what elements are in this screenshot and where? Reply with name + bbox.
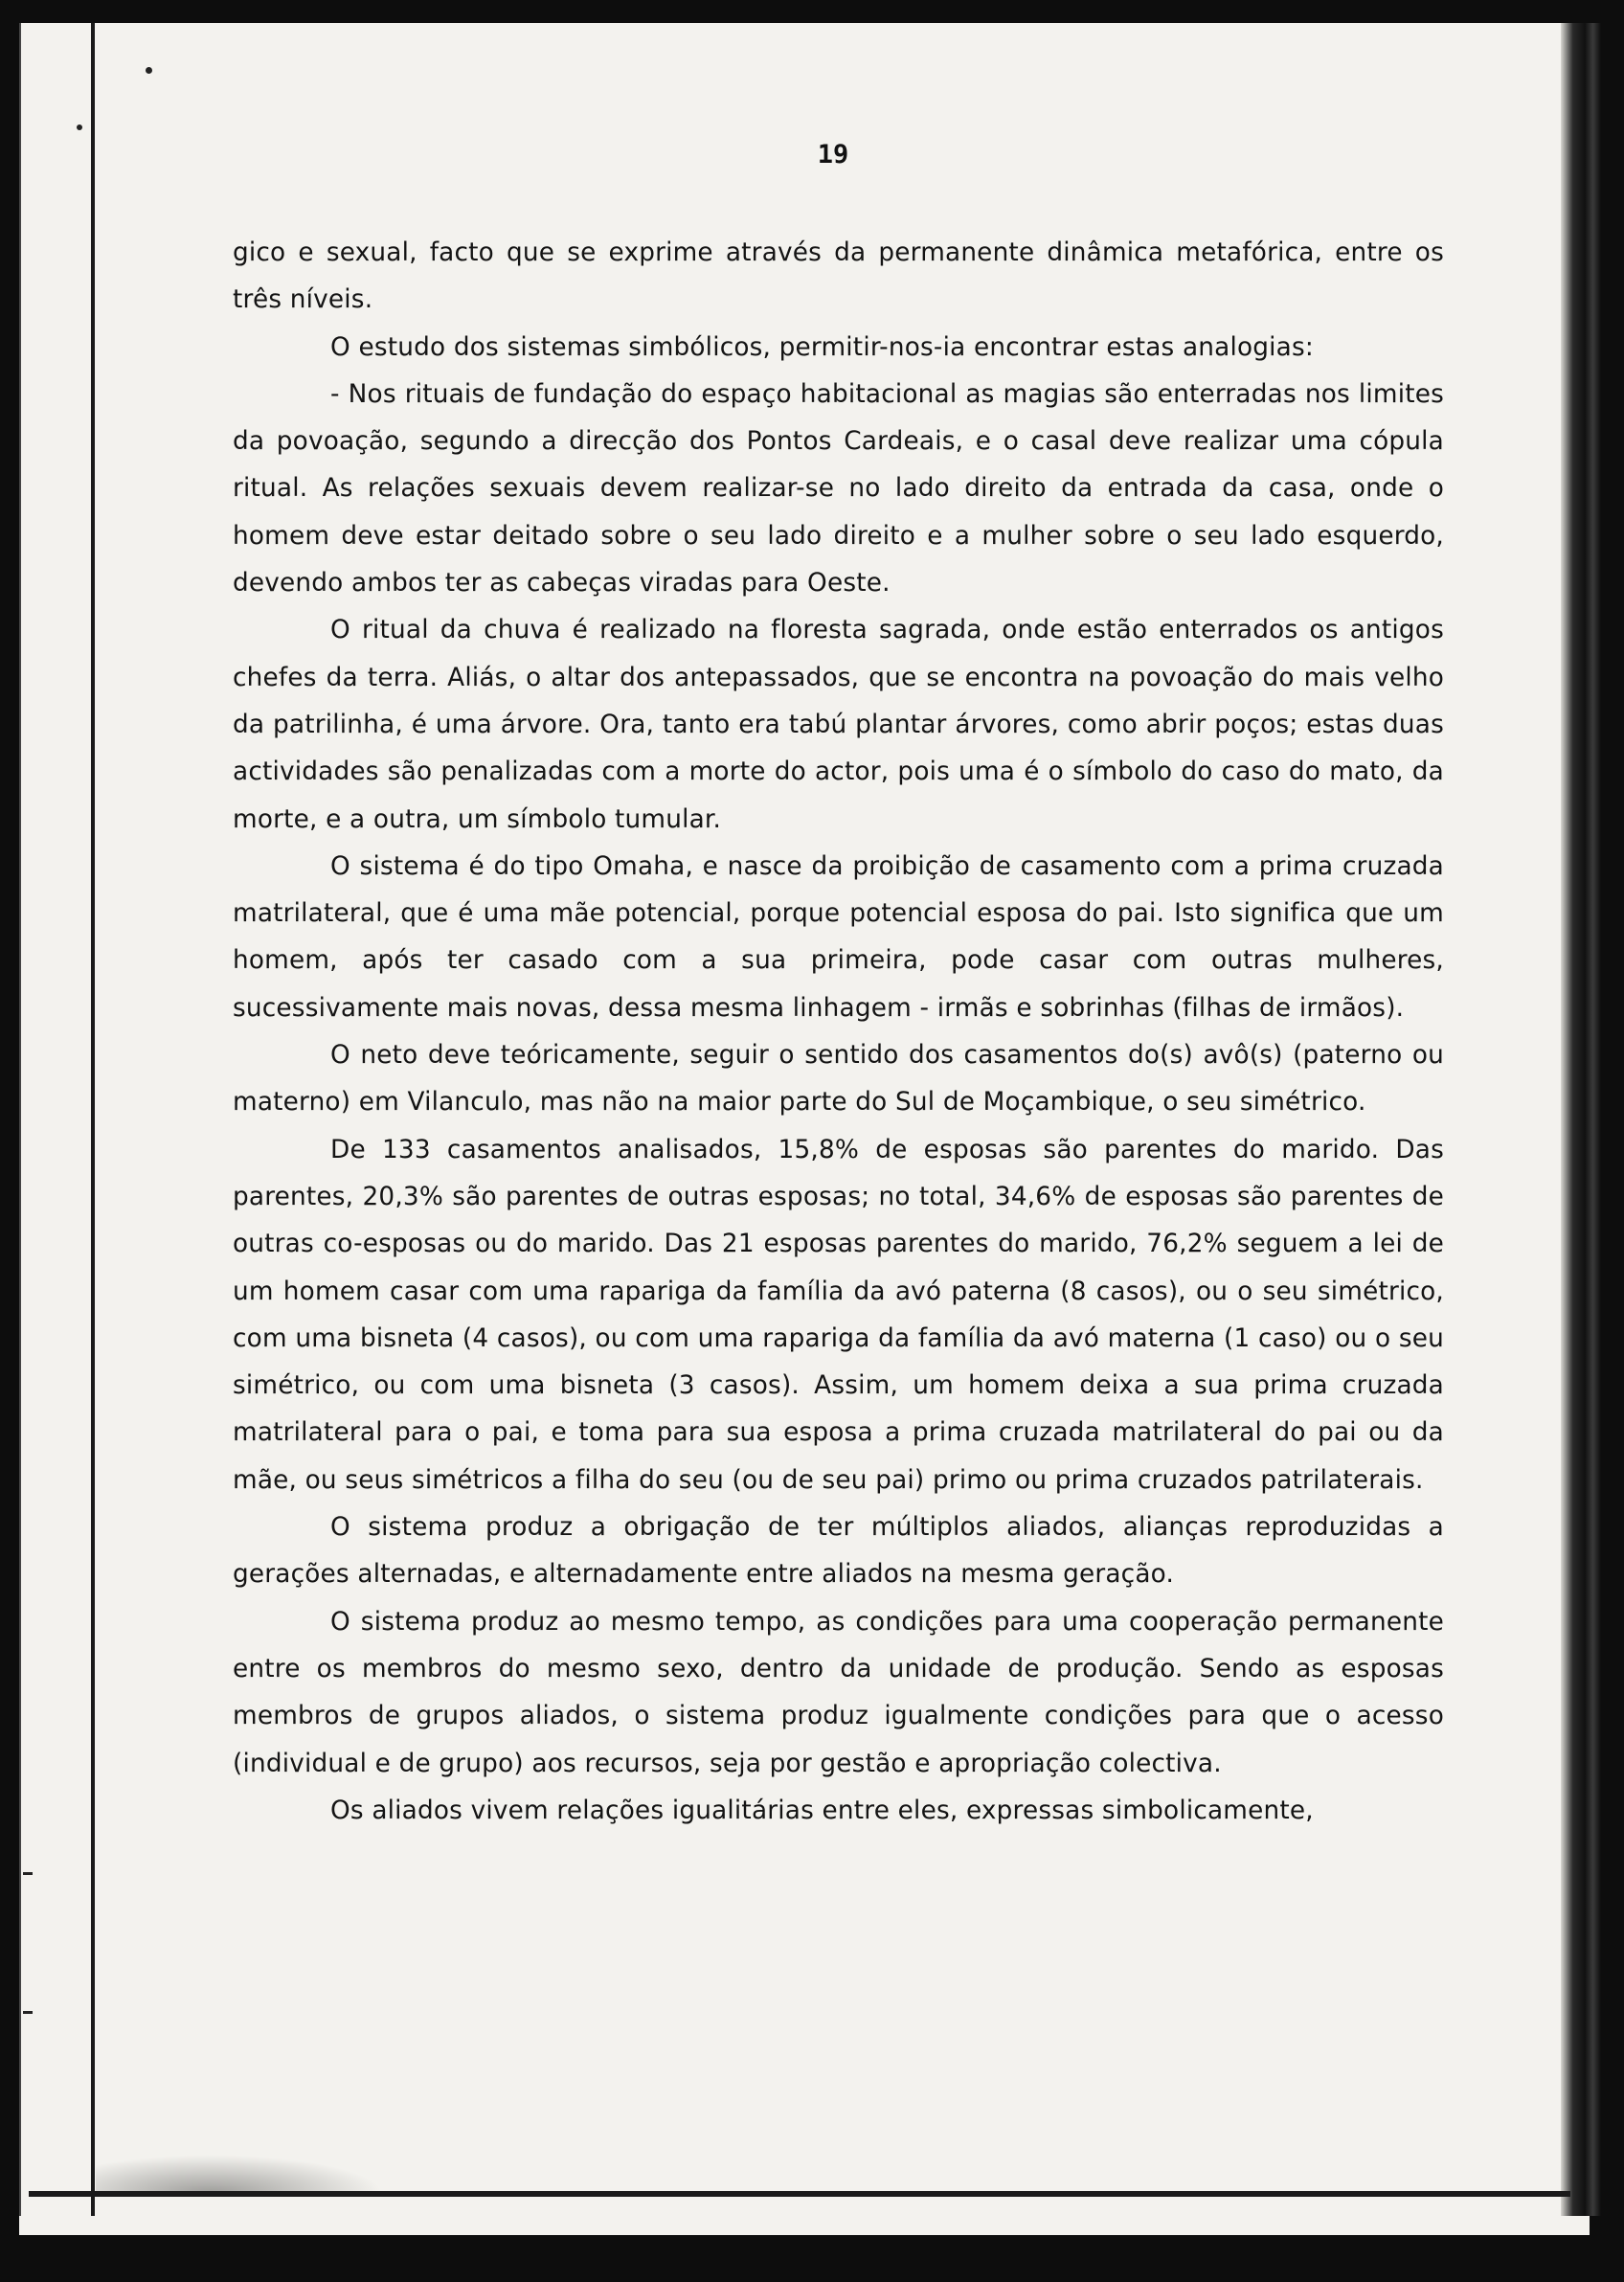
- page-edge-left: [19, 23, 21, 2216]
- scan-shadow: [96, 2155, 383, 2193]
- paragraph: gico e sexual, facto que se exprime através da permanente dinâmica metafórica, entre os três níveis.: [233, 238, 1444, 315]
- scan-speck: [146, 67, 152, 74]
- paragraph: O sistema é do tipo Omaha, e nasce da proibição de casamento com a prima cruzada matrilateral, que é uma mãe potencial, porque potencial esposa do pai. Isto significa que um homem, após ter casado com a sua primeira, pode casar com outras mulheres, sucessivamente mais novas, dessa mesma linhagem - irmãs e sobrinhas (filhas de irmãos).: [233, 851, 1444, 1023]
- body-text: [233, 230, 1444, 1835]
- page-number: 19: [817, 140, 849, 169]
- margin-rule-bottom: [29, 2191, 1570, 2197]
- page-edge-right: [1561, 23, 1601, 2216]
- paragraph: Os aliados vivem relações igualitárias entre eles, expressas simbolicamente,: [330, 1796, 1314, 1825]
- paragraph: De 133 casamentos analisados, 15,8% de esposas são parentes do marido. Das parentes, 20,3% são parentes de outras esposas; no total, 34,6% de esposas são parentes de outras co-esposas ou do marido. Das 21 esposas parentes do marido, 76,2% seguem a lei de um homem casar com uma rapariga da família da avó paterna (8 casos), ou o seu simétrico, com uma bisneta (4 casos), ou com uma rapariga da família da avó materna (1 caso) ou o seu simétrico, ou com uma bisneta (3 casos). Assim, um homem deixa a sua prima cruzada matrilateral para o pai, e toma para sua esposa a prima cruzada matrilateral do pai ou da mãe, ou seus simétricos a filha do seu (ou de seu pai) primo ou prima cruzados patrilaterais.: [233, 1135, 1444, 1495]
- paragraph: O sistema produz a obrigação de ter múltiplos aliados, alianças reproduzidas a gerações alternadas, e alternadamente entre aliados na mesma geração.: [233, 1513, 1444, 1590]
- scan-speck: [77, 124, 82, 130]
- paragraph: O estudo dos sistemas simbólicos, permitir-nos-ia encontrar estas analogias:: [330, 332, 1314, 362]
- scan-speck: [23, 1872, 33, 1875]
- paragraph: O neto deve teóricamente, seguir o sentido dos casamentos do(s) avô(s) (paterno ou materno) em Vilanculo, mas não na maior parte do Sul de Moçambique, o seu simétrico.: [233, 1041, 1444, 1118]
- paragraph: - Nos rituais de fundação do espaço habitacional as magias são enterradas nos limites da povoação, segundo a direcção dos Pontos Cardeais, e o casal deve realizar uma cópula ritual. As relações sexuais devem realizar-se no lado direito da entrada da casa, onde o homem deve estar deitado sobre o seu lado direito e a mulher sobre o seu lado esquerdo, devendo ambos ter as cabeças viradas para Oeste.: [233, 379, 1444, 599]
- paragraph: O sistema produz ao mesmo tempo, as condições para uma cooperação permanente entre os membros do mesmo sexo, dentro da unidade de produção. Sendo as esposas membros de grupos aliados, o sistema produz igualmente condições para que o acesso (individual e de grupo) aos recursos, seja por gestão e apropriação colectiva.: [233, 1607, 1444, 1778]
- margin-rule-left: [91, 23, 95, 2216]
- paragraph: O ritual da chuva é realizado na floresta sagrada, onde estão enterrados os antigos chefes da terra. Aliás, o altar dos antepassados, que se encontra na povoação do mais velho da patrilinha, é uma árvore. Ora, tanto era tabú plantar árvores, como abrir poços; estas duas actividades são penalizadas com a morte do actor, pois uma é o símbolo do caso do mato, da morte, e a outra, um símbolo tumular.: [233, 616, 1444, 834]
- scan-speck: [23, 2011, 33, 2014]
